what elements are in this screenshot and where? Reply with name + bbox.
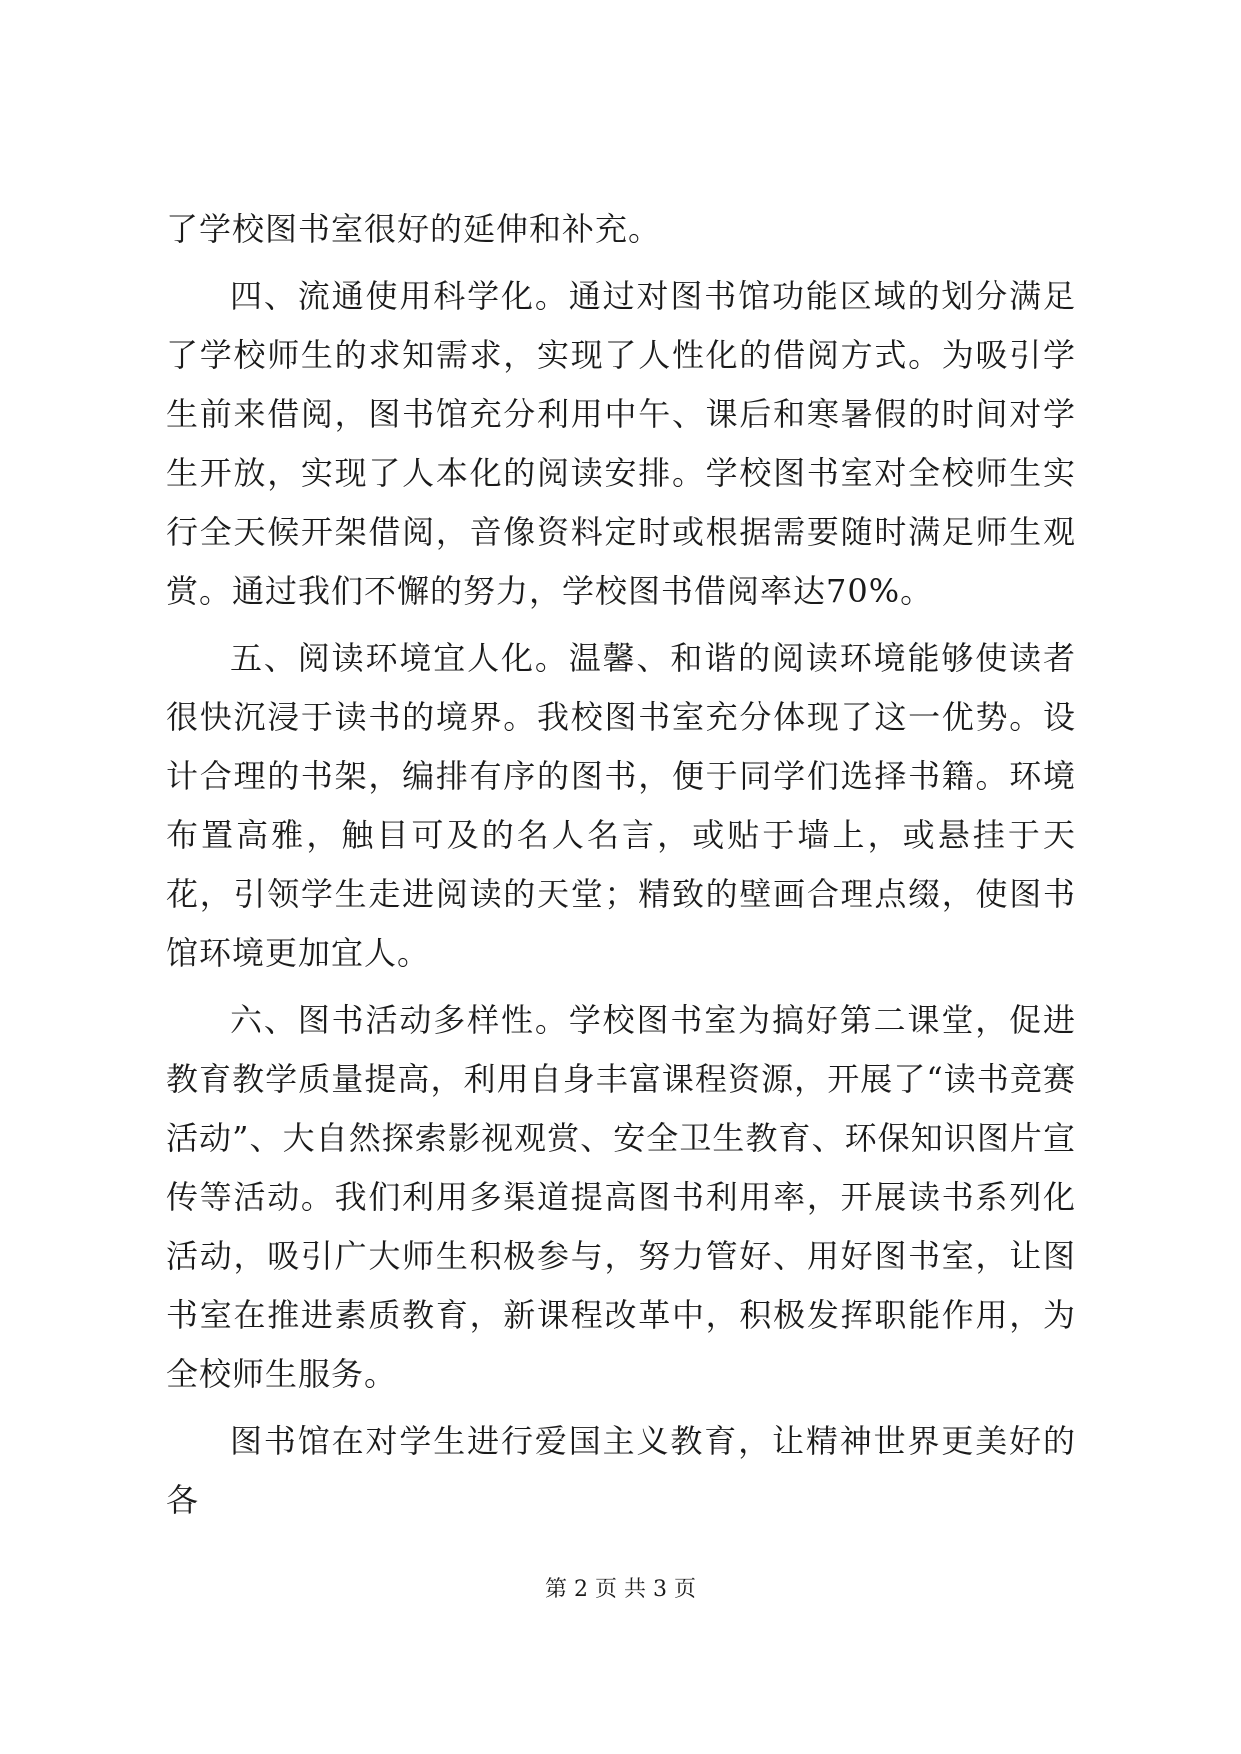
paragraph-continued: 了学校图书室很好的延伸和补充。 [166, 210, 662, 248]
paragraph-reading-environment: 五、阅读环境宜人化。温馨、和谐的阅读环境能够使读者很快沉浸于读书的境界。我校图书室充分体现了这一优势。设计合理的书架，编排有序的图书，便于同学们选择书籍。环境布置高雅，触目可及的名人名言，或贴于墙上，或悬挂于天花，引领学生走进阅读的天堂；精致的壁画合理点缀，使图书馆环境更加宜人。 [166, 639, 1076, 972]
page-footer [0, 1575, 1241, 1605]
paragraph-patriotic-education: 图书馆在对学生进行爱国主义教育，让精神世界更美好的各 [166, 1422, 1076, 1519]
page-number-label: 第 2 页 共 3 页 [545, 1577, 696, 1602]
paragraph-library-activities: 六、图书活动多样性。学校图书室为搞好第二课堂，促进教育教学质量提高，利用自身丰富课程资源，开展了“读书竞赛活动”、大自然探索影视观赏、安全卫生教育、环保知识图片宣传等活动。我们利用多渠道提高图书利用率，开展读书系列化活动，吸引广大师生积极参与，努力管好、用好图书室，让图书室在推进素质教育，新课程改革中，积极发挥职能作用，为全校师生服务。 [166, 1001, 1076, 1393]
document-body [166, 200, 1076, 1538]
paragraph-circulation: 四、流通使用科学化。通过对图书馆功能区域的划分满足了学校师生的求知需求，实现了人性化的借阅方式。为吸引学生前来借阅，图书馆充分利用中午、课后和寒暑假的时间对学生开放，实现了人本化的阅读安排。学校图书室对全校师生实行全天候开架借阅，音像资料定时或根据需要随时满足师生观赏。通过我们不懈的努力，学校图书借阅率达70%。 [166, 277, 1076, 610]
